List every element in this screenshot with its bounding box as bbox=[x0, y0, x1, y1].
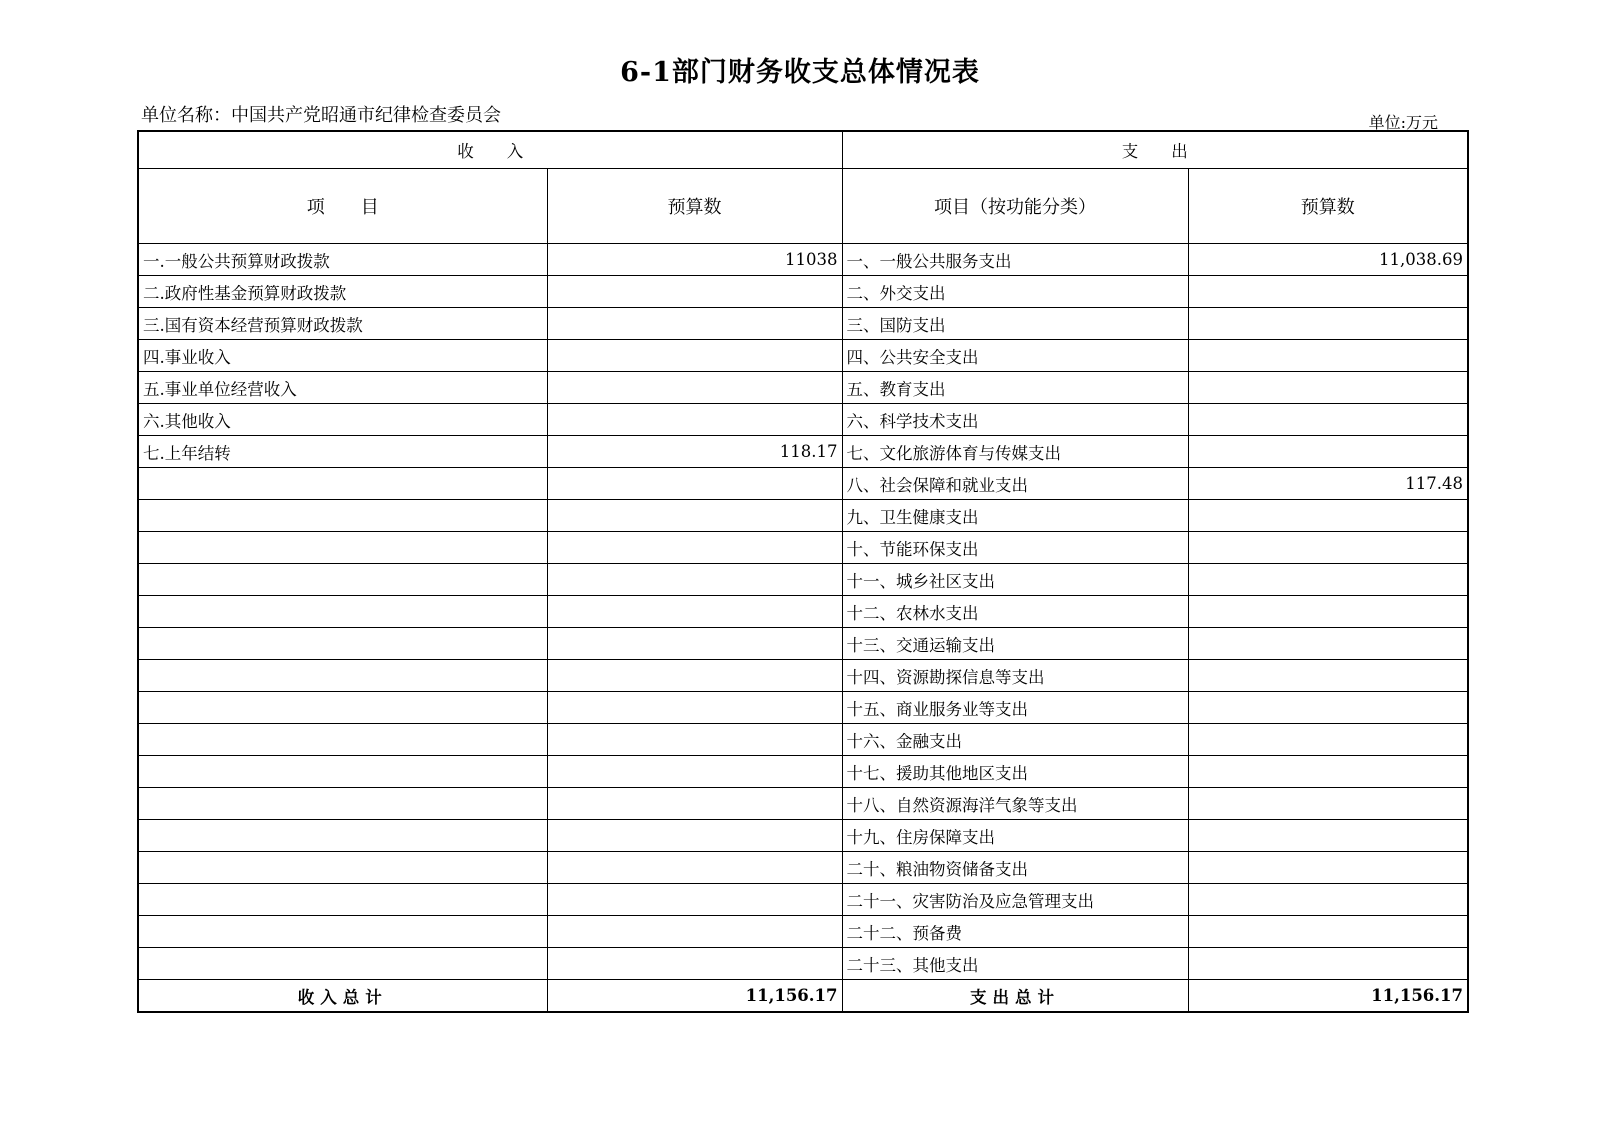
income-item-value bbox=[547, 404, 842, 436]
expense-header: 支 出 bbox=[842, 131, 1468, 169]
expense-item-value bbox=[1188, 436, 1468, 468]
income-item-value bbox=[547, 916, 842, 948]
income-item-label bbox=[138, 788, 547, 820]
table-row bbox=[138, 244, 1468, 276]
income-item-label: 七.上年结转 bbox=[138, 436, 547, 468]
income-item-label bbox=[138, 884, 547, 916]
expense-item-value bbox=[1188, 724, 1468, 756]
income-item-value bbox=[547, 948, 842, 980]
expense-item-label: 四、公共安全支出 bbox=[842, 340, 1188, 372]
expense-item-label: 三、国防支出 bbox=[842, 308, 1188, 340]
expense-item-label: 十四、资源勘探信息等支出 bbox=[842, 660, 1188, 692]
expense-item-value bbox=[1188, 500, 1468, 532]
income-item-label bbox=[138, 564, 547, 596]
income-item-value bbox=[547, 596, 842, 628]
table-row bbox=[138, 372, 1468, 404]
table-row bbox=[138, 564, 1468, 596]
expense-total-label: 支出总计 bbox=[842, 980, 1188, 1013]
expense-item-label: 十六、金融支出 bbox=[842, 724, 1188, 756]
income-item-value bbox=[547, 852, 842, 884]
income-item-label bbox=[138, 660, 547, 692]
income-item-value bbox=[547, 660, 842, 692]
table-row bbox=[138, 404, 1468, 436]
income-item-label bbox=[138, 724, 547, 756]
income-item-label: 五.事业单位经营收入 bbox=[138, 372, 547, 404]
col-item-header: 项 目 bbox=[138, 169, 547, 244]
expense-item-value bbox=[1188, 948, 1468, 980]
table-row bbox=[138, 948, 1468, 980]
expense-item-label: 二十一、灾害防治及应急管理支出 bbox=[842, 884, 1188, 916]
expense-item-value bbox=[1188, 628, 1468, 660]
income-item-label bbox=[138, 500, 547, 532]
expense-item-label: 十七、援助其他地区支出 bbox=[842, 756, 1188, 788]
income-item-label bbox=[138, 532, 547, 564]
income-item-value bbox=[547, 500, 842, 532]
table-row bbox=[138, 724, 1468, 756]
col-item-func-header: 项目（按功能分类） bbox=[842, 169, 1188, 244]
expense-item-label: 二十三、其他支出 bbox=[842, 948, 1188, 980]
income-item-value bbox=[547, 468, 842, 500]
expense-item-value bbox=[1188, 596, 1468, 628]
income-item-label: 二.政府性基金预算财政拨款 bbox=[138, 276, 547, 308]
expense-item-value: 11,038.69 bbox=[1188, 244, 1468, 276]
expense-item-label: 七、文化旅游体育与传媒支出 bbox=[842, 436, 1188, 468]
expense-item-value bbox=[1188, 372, 1468, 404]
income-item-value bbox=[547, 724, 842, 756]
expense-item-value bbox=[1188, 340, 1468, 372]
expense-item-label: 十八、自然资源海洋气象等支出 bbox=[842, 788, 1188, 820]
income-item-value bbox=[547, 532, 842, 564]
expense-item-value bbox=[1188, 308, 1468, 340]
table-row bbox=[138, 884, 1468, 916]
expense-item-label: 十一、城乡社区支出 bbox=[842, 564, 1188, 596]
expense-item-value bbox=[1188, 852, 1468, 884]
income-item-value bbox=[547, 884, 842, 916]
expense-item-label: 二十、粮油物资储备支出 bbox=[842, 852, 1188, 884]
table-row bbox=[138, 532, 1468, 564]
income-item-value bbox=[547, 628, 842, 660]
income-item-label bbox=[138, 916, 547, 948]
table-row bbox=[138, 500, 1468, 532]
table-row bbox=[138, 916, 1468, 948]
expense-item-label: 五、教育支出 bbox=[842, 372, 1188, 404]
unit-name: 单位名称：中国共产党昭通市纪律检查委员会 bbox=[141, 105, 501, 126]
table-row bbox=[138, 820, 1468, 852]
table-row bbox=[138, 788, 1468, 820]
total-row bbox=[138, 980, 1468, 1013]
table-row bbox=[138, 436, 1468, 468]
unit-label: 单位:万元 bbox=[1368, 113, 1438, 132]
income-header: 收 入 bbox=[138, 131, 842, 169]
table-row bbox=[138, 660, 1468, 692]
col-budget2-header: 预算数 bbox=[1188, 169, 1468, 244]
income-item-label bbox=[138, 628, 547, 660]
expense-item-value bbox=[1188, 788, 1468, 820]
expense-item-value bbox=[1188, 660, 1468, 692]
expense-item-label: 十九、住房保障支出 bbox=[842, 820, 1188, 852]
expense-total-value: 11,156.17 bbox=[1188, 980, 1468, 1013]
table-row bbox=[138, 596, 1468, 628]
income-item-value bbox=[547, 564, 842, 596]
finance-table bbox=[137, 130, 1469, 1013]
income-item-label: 四.事业收入 bbox=[138, 340, 547, 372]
table-row bbox=[138, 468, 1468, 500]
table-row bbox=[138, 852, 1468, 884]
income-item-value bbox=[547, 308, 842, 340]
table-row bbox=[138, 276, 1468, 308]
table-row bbox=[138, 692, 1468, 724]
income-item-label: 一.一般公共预算财政拨款 bbox=[138, 244, 547, 276]
expense-item-value bbox=[1188, 916, 1468, 948]
income-item-label bbox=[138, 852, 547, 884]
expense-item-value bbox=[1188, 276, 1468, 308]
income-item-label bbox=[138, 756, 547, 788]
income-item-value bbox=[547, 372, 842, 404]
income-item-label bbox=[138, 692, 547, 724]
col-budget-header: 预算数 bbox=[547, 169, 842, 244]
income-total-value: 11,156.17 bbox=[547, 980, 842, 1013]
expense-item-value bbox=[1188, 820, 1468, 852]
page-title: 6-1部门财务收支总体情况表 bbox=[620, 57, 980, 88]
income-item-value bbox=[547, 692, 842, 724]
income-item-label: 三.国有资本经营预算财政拨款 bbox=[138, 308, 547, 340]
expense-item-label: 九、卫生健康支出 bbox=[842, 500, 1188, 532]
income-total-label: 收入总计 bbox=[138, 980, 547, 1013]
income-item-label bbox=[138, 596, 547, 628]
income-item-value bbox=[547, 276, 842, 308]
income-item-value bbox=[547, 820, 842, 852]
income-item-value bbox=[547, 756, 842, 788]
expense-item-label: 二十二、预备费 bbox=[842, 916, 1188, 948]
expense-item-value bbox=[1188, 532, 1468, 564]
table-body bbox=[138, 244, 1468, 980]
income-item-label bbox=[138, 948, 547, 980]
expense-item-label: 二、外交支出 bbox=[842, 276, 1188, 308]
expense-item-label: 十三、交通运输支出 bbox=[842, 628, 1188, 660]
expense-item-label: 八、社会保障和就业支出 bbox=[842, 468, 1188, 500]
expense-item-label: 六、科学技术支出 bbox=[842, 404, 1188, 436]
income-item-value: 11038 bbox=[547, 244, 842, 276]
income-item-label bbox=[138, 820, 547, 852]
expense-item-value bbox=[1188, 692, 1468, 724]
income-item-value bbox=[547, 788, 842, 820]
table-row bbox=[138, 756, 1468, 788]
table-row bbox=[138, 628, 1468, 660]
expense-item-value bbox=[1188, 564, 1468, 596]
expense-item-value bbox=[1188, 756, 1468, 788]
income-item-value bbox=[547, 340, 842, 372]
table-row bbox=[138, 340, 1468, 372]
expense-item-label: 十五、商业服务业等支出 bbox=[842, 692, 1188, 724]
income-item-label: 六.其他收入 bbox=[138, 404, 547, 436]
income-item-value: 118.17 bbox=[547, 436, 842, 468]
expense-item-label: 十、节能环保支出 bbox=[842, 532, 1188, 564]
expense-item-value bbox=[1188, 404, 1468, 436]
expense-item-value: 117.48 bbox=[1188, 468, 1468, 500]
expense-item-value bbox=[1188, 884, 1468, 916]
table-row bbox=[138, 308, 1468, 340]
expense-item-label: 十二、农林水支出 bbox=[842, 596, 1188, 628]
expense-item-label: 一、一般公共服务支出 bbox=[842, 244, 1188, 276]
income-item-label bbox=[138, 468, 547, 500]
